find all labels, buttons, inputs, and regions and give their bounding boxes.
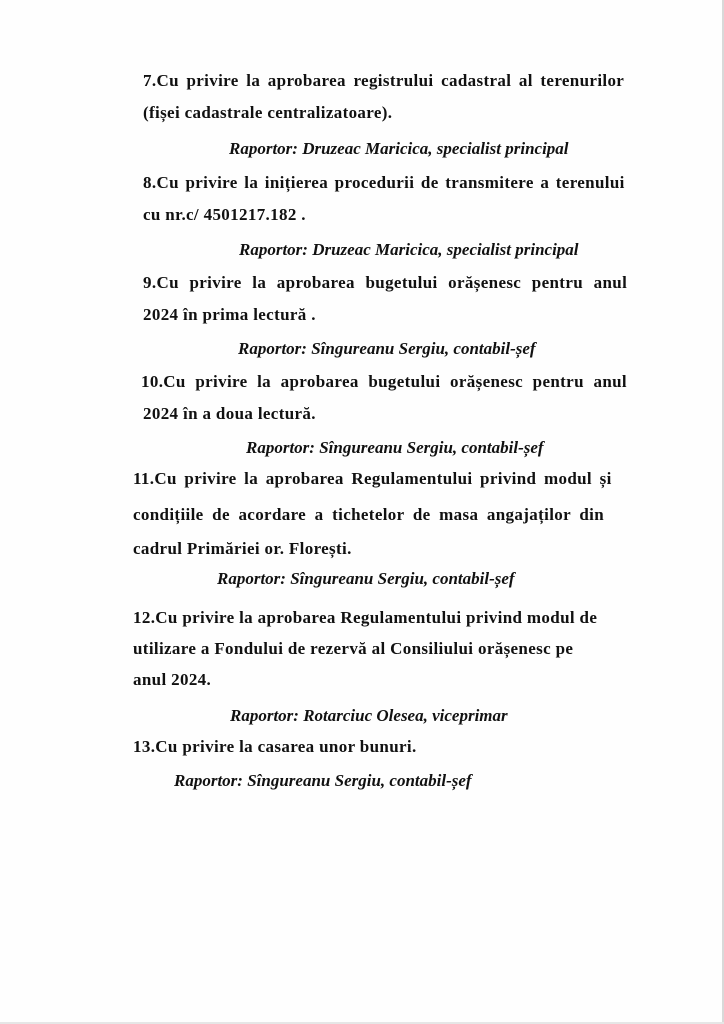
item-8-line-2: cu nr.c/ 4501217.182 . [143, 205, 306, 224]
item-9-line-1: 9.Cu privire la aprobarea bugetului orășenesc pentru anul [143, 273, 628, 292]
item-9-raportor: Raportor: Sîngureanu Sergiu, contabil-șef [238, 339, 536, 358]
item-9-line-2: 2024 în prima lectură . [143, 305, 316, 324]
item-10-line-2: 2024 în a doua lectură. [143, 404, 316, 423]
item-10-raportor: Raportor: Sîngureanu Sergiu, contabil-șef [246, 438, 544, 457]
item-11-line-3: cadrul Primăriei or. Florești. [133, 539, 352, 558]
item-8-raportor: Raportor: Druzeac Maricica, specialist principal [239, 240, 579, 259]
item-11-raportor: Raportor: Sîngureanu Sergiu, contabil-șef [217, 569, 515, 588]
item-11-line-1: 11.Cu privire la aprobarea Regulamentului privind modul și [133, 469, 612, 488]
item-10-line-1: 10.Cu privire la aprobarea bugetului orășenesc pentru anul [141, 372, 628, 391]
item-12-raportor: Raportor: Rotarciuc Olesea, viceprimar [230, 706, 508, 725]
item-13-line-1: 13.Cu privire la casarea unor bunuri. [133, 737, 417, 756]
item-12-line-3: anul 2024. [133, 670, 212, 689]
item-8-line-1: 8.Cu privire la inițierea procedurii de transmitere a terenului [143, 173, 625, 192]
item-13-raportor: Raportor: Sîngureanu Sergiu, contabil-șef [174, 771, 472, 790]
item-7-line-1: 7.Cu privire la aprobarea registrului cadastral al terenurilor [143, 71, 625, 90]
item-11-line-2: condițiile de acordare a tichetelor de masa angajaților din [133, 505, 605, 524]
item-7-raportor: Raportor: Druzeac Maricica, specialist principal [229, 139, 569, 158]
item-12-line-1: 12.Cu privire la aprobarea Regulamentului privind modul de [133, 608, 598, 627]
item-7-line-2: (fișei cadastrale centralizatoare). [143, 103, 393, 122]
item-12-line-2: utilizare a Fondului de rezervă al Consiliului orășenesc pe [133, 639, 574, 658]
